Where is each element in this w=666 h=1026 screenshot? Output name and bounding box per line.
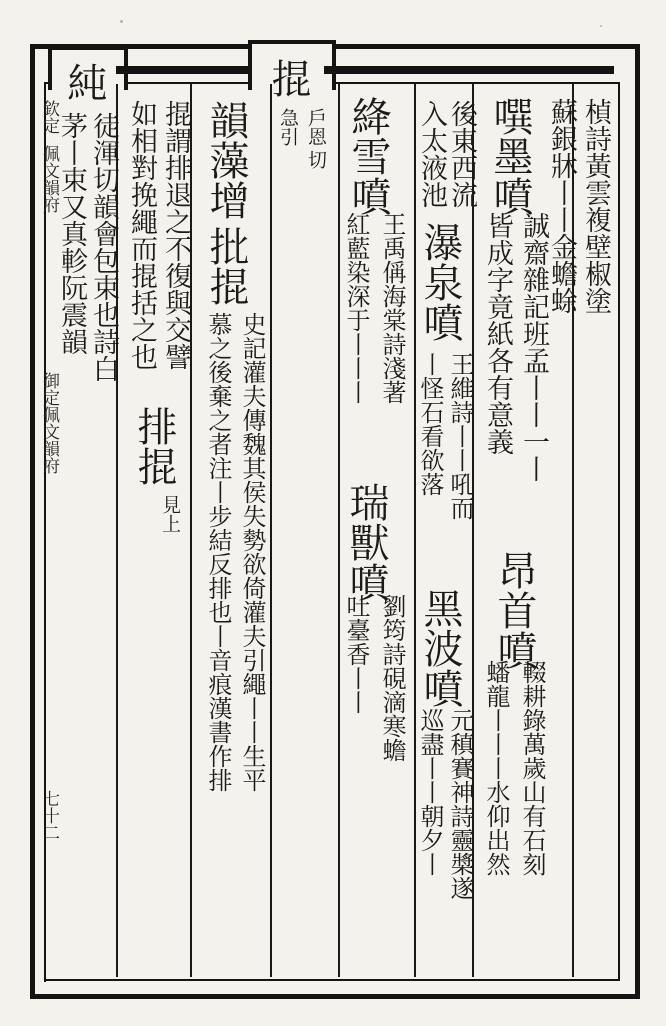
text-column-3: 誠齋雜記班孟丨丨一丨 — [518, 212, 549, 482]
text-column-11: 掍謂排退之不復與交譬 — [160, 100, 191, 370]
headword-gloss: 急引 — [277, 108, 299, 146]
tab-bridge-left — [116, 66, 256, 74]
margin-prefix: 欽定 — [39, 100, 59, 134]
text-column-4-end: 蟠龍丨丨丨水仰出然 — [482, 660, 510, 876]
entry-term: 黑波噴 — [417, 588, 463, 708]
column-rule — [338, 84, 340, 977]
text-column-6-mid: 丨怪石看欲落 — [416, 352, 444, 496]
entry-term: 排掍 — [131, 406, 177, 486]
margin-page-number: 七十二 — [39, 790, 59, 841]
text-column-14: 茅丨束又真軫阮震韻 — [56, 112, 87, 355]
text-column-5-end: 元稹賽神詩靈槳遂 — [446, 708, 474, 900]
margin-rule — [32, 82, 46, 982]
text-column-1: 楨詩黃雲複壁椒塗 — [580, 98, 611, 314]
entry-term: 昂首噴 — [491, 550, 537, 670]
headword-reading-end: 切 — [305, 150, 327, 169]
entry-term: 瑞獸噴 — [343, 482, 389, 602]
text-column-5: 後東西流 — [446, 100, 477, 208]
text-column-10: 慕之後棄之者注丨步結反排也丨音痕漢書作排 — [204, 312, 232, 792]
text-column-3-end: 輟耕錄萬歲山有石刻 — [518, 660, 546, 876]
tab-bridge-right — [324, 66, 614, 74]
entry-term: 絳雪噴 — [345, 96, 391, 216]
tab-headword-left: 純 — [61, 62, 107, 102]
margin-title: 佩文韻府 — [39, 145, 59, 213]
entry-term: 噀墨噴 — [487, 96, 533, 216]
text-column-13: 徒渾切韻會包束也詩白 — [88, 112, 119, 382]
text-column-8: 紅藍染深于丨丨丨 — [342, 212, 370, 404]
margin-book-title: 御定佩文韻府 — [39, 372, 59, 474]
text-column-6-end: 巡盡丨丨朝夕丨 — [416, 708, 444, 876]
text-column-7: 王禹偁海棠詩淺著 — [378, 212, 406, 404]
entry-term: 瀑泉噴 — [417, 222, 463, 342]
headword-reading: 戶恩 — [305, 108, 327, 146]
text-column-7-end: 劉筠詩硯滴寒蟾 — [378, 594, 406, 762]
scan-speck — [600, 25, 602, 27]
text-column-9: 史記灌夫傳魏其侯失勢欲倚灌夫引繩丨丨生平 — [238, 312, 266, 792]
text-column-12: 如相對挽繩而掍括之也 — [126, 100, 157, 370]
text-column-5-mid: 王維詩丨丨吼而 — [446, 352, 474, 520]
scan-speck — [120, 20, 123, 23]
text-column-4: 皆成字竟紙各有意義 — [482, 212, 513, 455]
tab-headword-right: 掍 — [265, 58, 311, 98]
section-heading: 韻藻增 — [203, 100, 249, 220]
entry-term: 批掍 — [203, 226, 249, 306]
text-column-2: 蘇銀牀丨丨金蟾蜍 — [546, 98, 577, 314]
text-column-8-end: 吐臺香丨丨 — [342, 594, 370, 714]
column-rule — [270, 84, 272, 977]
see-above-note: 見上 — [159, 495, 181, 533]
text-column-6: 入太液池 — [416, 100, 447, 208]
